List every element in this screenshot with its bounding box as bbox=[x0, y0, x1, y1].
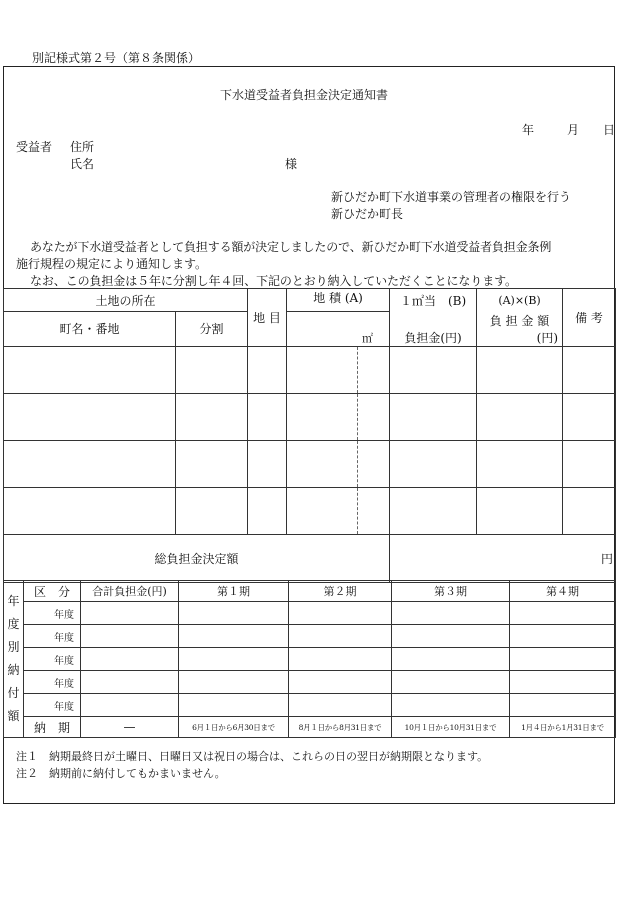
period-cell bbox=[392, 694, 510, 717]
total-charge-header: 合計負担金(円) bbox=[81, 581, 179, 602]
land-row bbox=[4, 487, 616, 534]
area-header bbox=[287, 289, 390, 312]
period-cell bbox=[289, 694, 392, 717]
charge-amount-cell bbox=[477, 440, 563, 487]
period-cell bbox=[392, 625, 510, 648]
period-2-header: 第２期 bbox=[289, 581, 392, 602]
area-decimal-cell bbox=[358, 346, 390, 393]
address-label: 住所 bbox=[70, 140, 95, 154]
total-charge-cell bbox=[81, 671, 179, 694]
per-sqm-cell bbox=[390, 487, 477, 534]
land-category-cell bbox=[248, 393, 287, 440]
subdivision-cell bbox=[176, 440, 248, 487]
total-amount-unit: 円 bbox=[390, 534, 616, 582]
per-sqm-header: １㎡当 (B) bbox=[390, 289, 477, 312]
remarks-header: 備 考 bbox=[563, 289, 616, 347]
period-cell bbox=[289, 648, 392, 671]
fiscal-year-label: 年度 bbox=[24, 694, 81, 717]
total-charge-cell bbox=[81, 694, 179, 717]
land-category-header: 地 目 bbox=[248, 289, 287, 347]
town-lot-cell bbox=[4, 440, 176, 487]
period-cell bbox=[179, 694, 289, 717]
charge-amount-cell bbox=[477, 487, 563, 534]
fiscal-year-row bbox=[4, 625, 616, 648]
period-cell bbox=[392, 671, 510, 694]
fiscal-year-row bbox=[4, 648, 616, 671]
area-integer-cell bbox=[287, 487, 358, 534]
charge-amount-cell bbox=[477, 393, 563, 440]
period-cell bbox=[289, 625, 392, 648]
yearly-side-label bbox=[4, 581, 24, 738]
fiscal-year-label: 年度 bbox=[24, 602, 81, 625]
land-row bbox=[4, 440, 616, 487]
remarks-cell bbox=[563, 346, 616, 393]
land-row bbox=[4, 346, 616, 393]
side-char: 年 bbox=[7, 594, 20, 608]
period-1-header: 第１期 bbox=[179, 581, 289, 602]
side-char: 別 bbox=[7, 640, 20, 654]
due-label: 納 期 bbox=[24, 717, 81, 738]
form-label: 別記様式第２号（第８条関係） bbox=[32, 51, 201, 65]
land-category-cell bbox=[248, 346, 287, 393]
town-lot-cell bbox=[4, 346, 176, 393]
area-decimal-cell bbox=[358, 393, 390, 440]
per-sqm-cell bbox=[390, 393, 477, 440]
period-cell bbox=[510, 648, 616, 671]
area-decimal-cell bbox=[358, 440, 390, 487]
side-char: 額 bbox=[7, 709, 20, 723]
period-cell bbox=[510, 694, 616, 717]
division-header: 区 分 bbox=[24, 581, 81, 602]
subdivision-header: 分割 bbox=[176, 312, 248, 347]
note-2: 注２ 納期前に納付してもかまいません。 bbox=[16, 767, 226, 780]
period-cell bbox=[510, 625, 616, 648]
due-date-period-1: 6月１日から6月30日まで bbox=[179, 717, 289, 738]
land-location-header: 土地の所在 bbox=[4, 289, 248, 312]
charge-yen-header: 負担金(円) bbox=[390, 312, 477, 347]
total-charge-cell bbox=[81, 648, 179, 671]
charge-amount-cell bbox=[477, 346, 563, 393]
document-title: 下水道受益者負担金決定通知書 bbox=[220, 88, 389, 102]
subdivision-cell bbox=[176, 346, 248, 393]
side-char: 納 bbox=[7, 663, 20, 677]
period-cell bbox=[179, 625, 289, 648]
total-charge-cell bbox=[81, 602, 179, 625]
area-header-label: 地 積 (A) bbox=[313, 291, 363, 305]
land-category-cell bbox=[248, 487, 287, 534]
due-date-period-3: 10月１日から10月31日まで bbox=[392, 717, 510, 738]
issuer-line-1: 新ひだか町下水道事業の管理者の権限を行う bbox=[331, 190, 572, 204]
land-table bbox=[3, 288, 616, 583]
fiscal-year-label: 年度 bbox=[24, 625, 81, 648]
side-char: 付 bbox=[7, 686, 20, 700]
area-decimal-cell bbox=[358, 487, 390, 534]
date-year-label: 年 bbox=[522, 123, 535, 137]
due-date-period-4: 1月４日から1月31日まで bbox=[510, 717, 616, 738]
body-line-1: あなたが下水道受益者として負担する額が決定しましたので、新ひだか町下水道受益者負担金条例 bbox=[30, 240, 552, 254]
period-cell bbox=[179, 648, 289, 671]
date-day-label: 日 bbox=[603, 123, 616, 137]
honorific: 様 bbox=[285, 157, 298, 171]
due-date-row bbox=[4, 717, 616, 738]
yearly-payment-table bbox=[3, 580, 616, 738]
period-cell bbox=[179, 602, 289, 625]
area-integer-cell bbox=[287, 346, 358, 393]
axb-header: (A)×(B) bbox=[477, 289, 563, 312]
subdivision-cell bbox=[176, 393, 248, 440]
area-unit-label: ㎡ bbox=[287, 312, 390, 347]
charge-amount-header bbox=[477, 312, 563, 347]
date-month-label: 月 bbox=[567, 123, 580, 137]
name-label: 氏名 bbox=[70, 157, 95, 171]
subdivision-cell bbox=[176, 487, 248, 534]
per-sqm-cell bbox=[390, 440, 477, 487]
due-date-period-2: 8月１日から8月31日まで bbox=[289, 717, 392, 738]
land-row bbox=[4, 393, 616, 440]
total-charge-cell bbox=[81, 625, 179, 648]
remarks-cell bbox=[563, 393, 616, 440]
per-sqm-cell bbox=[390, 346, 477, 393]
land-category-cell bbox=[248, 440, 287, 487]
town-lot-cell bbox=[4, 487, 176, 534]
period-cell bbox=[392, 602, 510, 625]
fiscal-year-row bbox=[4, 602, 616, 625]
area-integer-cell bbox=[287, 393, 358, 440]
fiscal-year-label: 年度 bbox=[24, 671, 81, 694]
due-dash: — bbox=[81, 717, 179, 738]
period-cell bbox=[289, 671, 392, 694]
remarks-cell bbox=[563, 487, 616, 534]
body-line-3: なお、この負担金は５年に分割し年４回、下記のとおり納入していただくことになります。 bbox=[30, 274, 517, 288]
issuer-line-2: 新ひだか町長 bbox=[331, 207, 404, 221]
body-line-2: 施行規程の規定により通知します。 bbox=[16, 257, 208, 271]
town-lot-header: 町名・番地 bbox=[4, 312, 176, 347]
note-1: 注１ 納期最終日が土曜日、日曜日又は祝日の場合は、これらの日の翌日が納期限となります。 bbox=[16, 750, 489, 763]
remarks-cell bbox=[563, 440, 616, 487]
side-char: 度 bbox=[7, 617, 20, 631]
period-cell bbox=[510, 602, 616, 625]
recipient-label: 受益者 bbox=[16, 140, 53, 154]
period-cell bbox=[510, 671, 616, 694]
period-4-header: 第４期 bbox=[510, 581, 616, 602]
total-label: 総負担金決定額 bbox=[4, 534, 390, 582]
charge-amount-label: 負 担 金 額 bbox=[489, 313, 550, 328]
town-lot-cell bbox=[4, 393, 176, 440]
fiscal-year-label: 年度 bbox=[24, 648, 81, 671]
period-cell bbox=[289, 602, 392, 625]
area-integer-cell bbox=[287, 440, 358, 487]
period-cell bbox=[179, 671, 289, 694]
fiscal-year-row bbox=[4, 671, 616, 694]
period-3-header: 第３期 bbox=[392, 581, 510, 602]
fiscal-year-row bbox=[4, 694, 616, 717]
total-row bbox=[4, 534, 616, 582]
charge-amount-unit: (円) bbox=[536, 330, 559, 345]
period-cell bbox=[392, 648, 510, 671]
